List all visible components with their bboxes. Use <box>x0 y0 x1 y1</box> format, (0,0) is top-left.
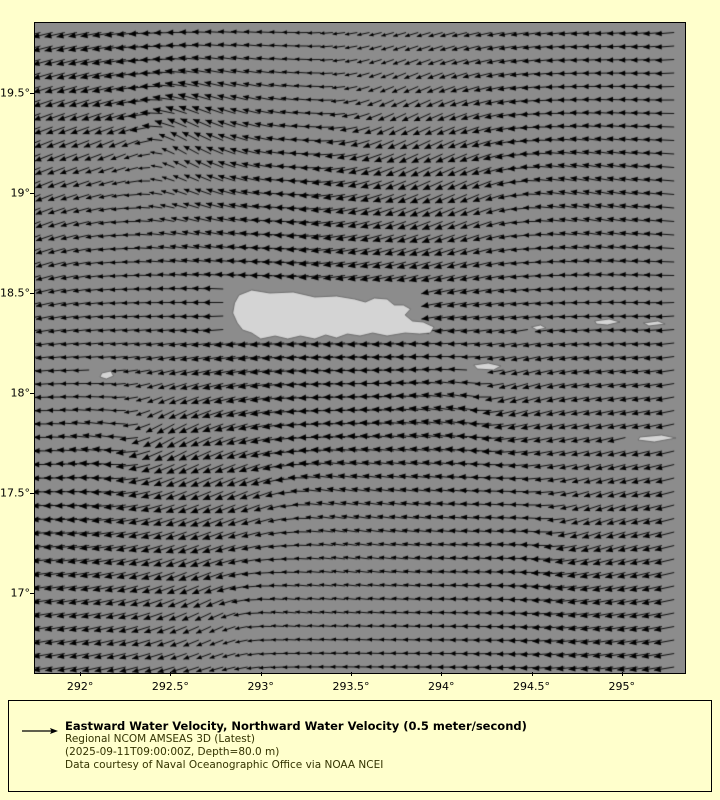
x-axis-tick-label: 293.5° <box>332 680 370 693</box>
y-axis-tick <box>30 593 34 594</box>
legend-time-depth: (2025-09-11T09:00:00Z, Depth=80.0 m) <box>65 746 280 758</box>
map-frame[interactable] <box>34 22 686 674</box>
y-axis-tick <box>30 93 34 94</box>
reference-vector-arrow-icon <box>21 725 59 737</box>
map-plot-area[interactable] <box>0 22 686 693</box>
legend-title: Eastward Water Velocity, Northward Water Velocity (0.5 meter/second) <box>65 719 527 733</box>
x-axis-tick <box>80 672 81 676</box>
y-axis-tick-label: 18° <box>10 386 30 400</box>
land-mask-puerto-rico <box>35 23 685 673</box>
y-axis-tick-label: 19° <box>10 186 30 200</box>
x-axis-tick-label: 294.5° <box>513 680 551 693</box>
legend-attribution: Data courtesy of Naval Oceanographic Office via NOAA NCEI <box>65 759 384 771</box>
legend-dataset-name: Regional NCOM AMSEAS 3D (Latest) <box>65 733 255 745</box>
x-axis-tick-label: 293° <box>247 680 274 693</box>
y-axis-tick <box>30 193 34 194</box>
legend-text-block <box>65 719 705 772</box>
x-axis-tick-label: 292.5° <box>151 680 189 693</box>
x-axis-tick-label: 294° <box>428 680 455 693</box>
x-axis-tick <box>170 672 171 676</box>
x-axis-tick-label: 292° <box>66 680 94 693</box>
legend-panel <box>8 700 712 792</box>
y-axis-tick-label: 19.5° <box>0 86 30 100</box>
y-axis-tick <box>30 293 34 294</box>
y-axis-tick-label: 17.5° <box>0 486 30 500</box>
x-axis-tick <box>441 672 442 676</box>
x-axis-tick <box>351 672 352 676</box>
y-axis-tick <box>30 393 34 394</box>
y-axis-tick-label: 18.5° <box>0 286 30 300</box>
y-axis-tick-label: 17° <box>10 586 30 600</box>
x-axis-tick <box>261 672 262 676</box>
y-axis-tick <box>30 493 34 494</box>
x-axis-tick <box>532 672 533 676</box>
x-axis-tick <box>622 672 623 676</box>
x-axis-tick-label: 295° <box>608 680 636 693</box>
